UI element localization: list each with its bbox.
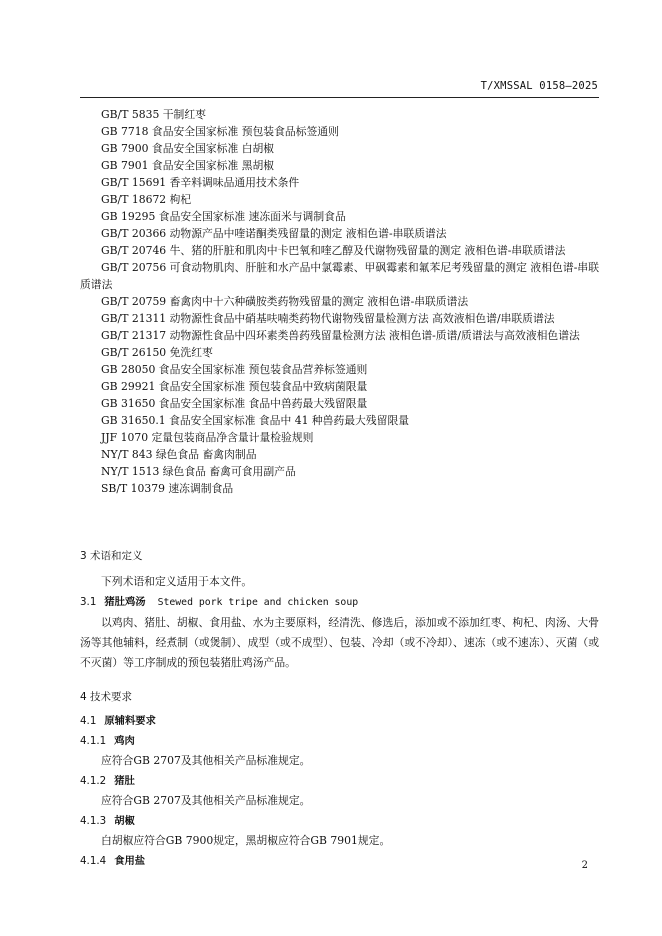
subsection-title: 胡椒 [114, 815, 135, 827]
reference-item: GB/T 21317 动物源性食品中四环素类兽药残留量检测方法 液相色谱-质谱/质谱法与高效液相色谱法 [101, 329, 580, 342]
subsection-4-1-2-heading [80, 771, 599, 791]
reference-item: GB 7900 食品安全国家标准 白胡椒 [101, 142, 275, 155]
section-terms [80, 548, 599, 563]
subsection-number: 4.1.3 [80, 815, 107, 827]
term-number: 3.1 [80, 596, 97, 608]
reference-item: GB/T 26150 免洗红枣 [101, 346, 213, 359]
subsection-number: 4.1.4 [80, 855, 107, 867]
subsection-number: 4.1.1 [80, 735, 107, 747]
reference-item: GB/T 20746 牛、猪的肝脏和肌肉中卡巴氧和喹乙醇及代谢物残留量的测定 液相色谱-串联质谱法 [101, 244, 566, 257]
reference-item: GB/T 18672 枸杞 [101, 193, 192, 206]
subsection-4-1-4-heading [80, 851, 599, 871]
reference-item: JJF 1070 定量包装商品净含量计量检验规则 [101, 431, 314, 444]
reference-item: NY/T 843 绿色食品 畜禽肉制品 [101, 448, 257, 461]
reference-item: GB 7718 食品安全国家标准 预包装食品标签通则 [101, 125, 339, 138]
term-chinese-name: 猪肚鸡汤 [104, 596, 146, 608]
subsection-4-1-1-heading [80, 731, 599, 751]
subsection-4-1-3-heading [80, 811, 599, 831]
subsection-4-1-1-text: 应符合GB 2707及其他相关产品标准规定。 [101, 754, 311, 767]
section-4-body [80, 711, 599, 871]
subsection-title: 鸡肉 [114, 735, 135, 747]
subsection-title: 猪肚 [114, 775, 135, 787]
subsection-title: 原辅料要求 [104, 715, 156, 727]
section-terms-body [80, 572, 599, 673]
reference-item: GB/T 20366 动物源产品中喹诺酮类残留量的测定 液相色谱-串联质谱法 [101, 227, 447, 240]
reference-item: GB/T 15691 香辛料调味品通用技术条件 [101, 176, 300, 189]
document-code-header: T/XMSSAL 0158—2025 [480, 80, 598, 92]
subsection-4-1-heading [80, 711, 599, 731]
section-3-heading: 3 术语和定义 [80, 550, 143, 562]
reference-item: NY/T 1513 绿色食品 畜禽可食用副产品 [101, 465, 296, 478]
subsection-title: 食用盐 [114, 855, 146, 867]
reference-item: GB 19295 食品安全国家标准 速冻面米与调制食品 [101, 210, 346, 223]
reference-item: GB/T 5835 干制红枣 [101, 108, 206, 121]
reference-item: GB 7901 食品安全国家标准 黑胡椒 [101, 159, 275, 172]
reference-item: GB 31650 食品安全国家标准 食品中兽药最大残留限量 [101, 397, 368, 410]
normative-references-list [80, 106, 599, 497]
section-4-heading: 4 技术要求 [80, 691, 133, 703]
subsection-4-1-3-text: 白胡椒应符合GB 7900规定，黑胡椒应符合GB 7901规定。 [101, 834, 391, 847]
reference-item: GB 31650.1 食品安全国家标准 食品中 41 种兽药最大残留限量 [101, 414, 410, 427]
section-technical-requirements [80, 689, 599, 704]
term-definition: 以鸡肉、猪肚、胡椒、食用盐、水为主要原料，经清洗、修选后，添加或不添加红枣、枸杞、肉汤、大骨汤等其他辅料，经煮制（或煲制）、成型（或不成型）、包装、冷却（或不冷却）、速冻（或不速冻）、灭菌（或不灭菌）等工序制成的预包装猪肚鸡汤产品。 [80, 616, 599, 669]
terms-intro: 下列术语和定义适用于本文件。 [101, 575, 253, 588]
reference-item: GB/T 21311 动物源性食品中硝基呋喃类药物代谢物残留量检测方法 高效液相色谱/串联质谱法 [101, 312, 555, 325]
page-number: 2 [581, 860, 588, 871]
reference-item: GB 29921 食品安全国家标准 预包装食品中致病菌限量 [101, 380, 368, 393]
term-english-name: Stewed pork tripe and chicken soup [157, 597, 359, 608]
reference-item: GB 28050 食品安全国家标准 预包装食品营养标签通则 [101, 363, 368, 376]
subsection-number: 4.1.2 [80, 775, 107, 787]
subsection-4-1-2-text: 应符合GB 2707及其他相关产品标准规定。 [101, 794, 311, 807]
subsection-number: 4.1 [80, 715, 97, 727]
reference-item: SB/T 10379 速冻调制食品 [101, 482, 234, 495]
reference-item: GB/T 20756 可食动物肌肉、肝脏和水产品中氯霉素、甲砜霉素和氟苯尼考残留量的测定 液相色谱-串联质谱法 [80, 261, 599, 291]
reference-item: GB/T 20759 畜禽肉中十六种磺胺类药物残留量的测定 液相色谱-串联质谱法 [101, 295, 469, 308]
header-rule [80, 97, 599, 98]
term-heading [80, 592, 599, 613]
